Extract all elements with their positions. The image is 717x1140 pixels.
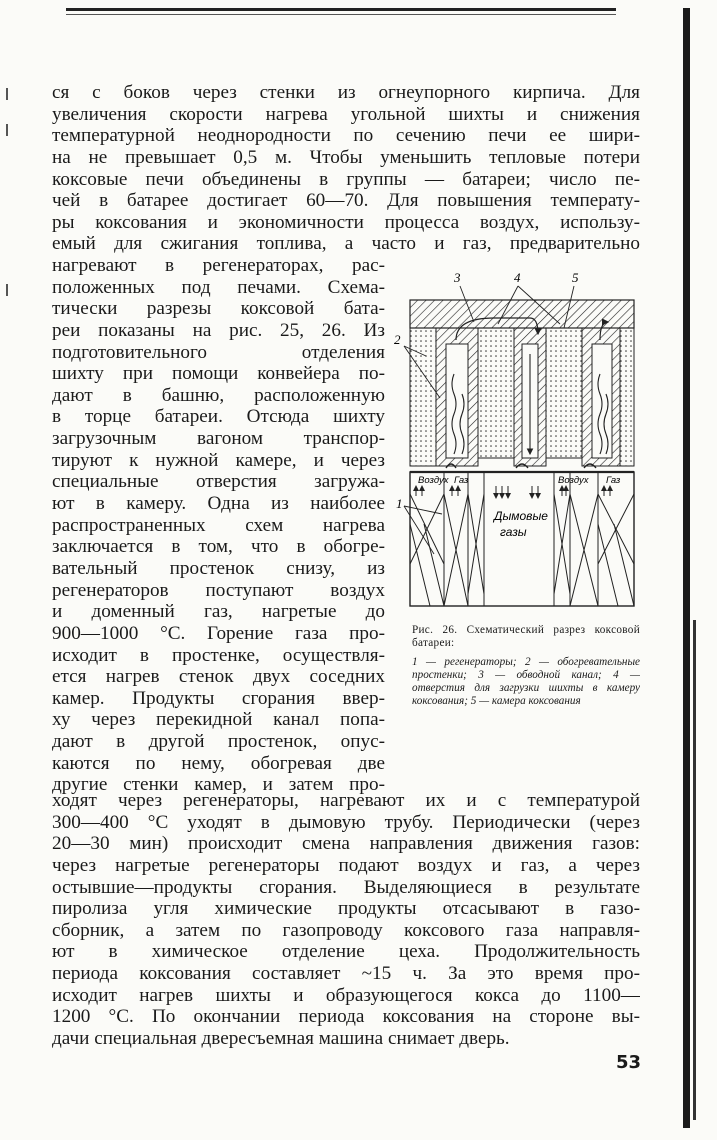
figure-caption (412, 624, 640, 708)
air-label-left: Воздух (418, 475, 449, 486)
text-line: распространенных схем нагрева (52, 514, 385, 536)
text-line: 20—30 мин) происходит смена направления движения газов: (52, 833, 640, 855)
text-line: тически разрезы коксовой бата- (52, 298, 385, 320)
paragraph-bottom (52, 790, 640, 1050)
gas-label-right: Газ (606, 475, 621, 486)
coke-battery-diagram (394, 264, 638, 616)
text-line: заключается в том, что в обогре- (52, 536, 385, 558)
text-line: и доменный газ, нагретые до (52, 601, 385, 623)
flue-gas-label-2: газы (500, 525, 527, 539)
page-edge-shadow-inner (693, 620, 696, 1120)
chamber-edge (620, 328, 634, 466)
text-line: коксовые печи объединены в группы — батареи; число пе- (52, 168, 640, 190)
text-line: ют в камеру. Одна из наиболее (52, 493, 385, 515)
label-4: 4 (514, 270, 521, 285)
page-edge-shadow (683, 8, 690, 1128)
chamber-left (410, 328, 436, 466)
text-line: подготовительного отделения (52, 341, 385, 363)
text-line: 1200 °С. По окончании периода коксования на стороне вы- (52, 1006, 640, 1028)
text-line: ется нагрев стенок двух соседних (52, 666, 385, 688)
top-rule (66, 8, 616, 11)
text-line: ют в химическое отделение цеха. Продолжительность (52, 941, 640, 963)
text-line: через нагретые регенераторы подают воздух и газ, а через (52, 854, 640, 876)
text-line: в торце батареи. Отсюда шихту (52, 406, 385, 428)
text-line: 900—1000 °С. Горение газа про- (52, 622, 385, 644)
page-number: 53 (616, 1052, 642, 1073)
text-line: реи показаны на рис. 25, 26. Из (52, 319, 385, 341)
text-line: загрузочным вагоном транспор- (52, 428, 385, 450)
text-line: регенераторов поступают воздух (52, 579, 385, 601)
chamber-middle (478, 328, 514, 458)
text-line: 300—400 °С уходят в дымовую трубу. Периодически (через (52, 811, 640, 833)
top-rule-thin (66, 14, 616, 15)
text-line: другие стенки камер, и затем про- (52, 774, 385, 796)
flow-arrows (416, 486, 610, 498)
text-line: на не превышает 0,5 м. Чтобы уменьшить тепловые потери (52, 146, 640, 168)
text-line: тируют к нужной камере, и через (52, 449, 385, 471)
text-line: дают в другой простенок, опус- (52, 731, 385, 753)
flue-gas-label-1: Дымовые (494, 509, 548, 523)
margin-mark (6, 124, 8, 136)
chamber-right (546, 328, 582, 458)
text-line: ся с боков через стенки из огнеупорного кирпича. Для (52, 82, 640, 103)
text-line: чей в батарее достигает 60—70. Для повышения температу- (52, 190, 640, 212)
text-line: дачи специальная двересъемная машина снимает дверь. (52, 1028, 510, 1050)
text-line: ры коксования и экономичности процесса воздух, использу- (52, 211, 640, 233)
air-label-right: Воздух (558, 475, 589, 486)
text-line: специальные отверстия загружа- (52, 471, 385, 493)
text-line: ходят через регенераторы, нагревают их и с температурой (52, 790, 640, 811)
gas-label-left: Газ (454, 475, 469, 486)
text-line: дают в башню, расположенную (52, 384, 385, 406)
label-1: 1 (396, 496, 403, 511)
text-line: положенных под печами. Схема- (52, 276, 385, 298)
text-line: увеличения скорости нагрева угольной шихты и снижения (52, 103, 640, 125)
margin-mark (6, 284, 8, 296)
text-line: остывшие—продукты сгорания. Выделяющиеся в результате (52, 876, 640, 898)
text-line: нагревают в регенераторах, рас- (52, 255, 385, 276)
flue-channel (446, 344, 468, 458)
text-line: вательный простенок снизу, из (52, 557, 385, 579)
label-5: 5 (572, 270, 579, 285)
text-line: температурной неоднородности по сечению печи ее шири- (52, 125, 640, 147)
text-line: сборник, а затем по газопроводу коксового газа направля- (52, 919, 640, 941)
paragraph-top (52, 82, 640, 255)
text-line: шихту при помощи конвейера по- (52, 363, 385, 385)
text-line: пиролиза угля химические продукты отсасывают в газо- (52, 898, 640, 920)
margin-mark (6, 88, 8, 100)
caption-legend: 1 — регенераторы; 2 — обогревательные простенки; 3 — обводной канал; 4 — отверстия для загрузки шихты в камеру коксования; 5 — камера коксования (412, 656, 640, 707)
text-line: камер. Продукты сгорания ввер- (52, 687, 385, 709)
text-line: исходит нагрев шихты и образующегося кокса до 1100— (52, 984, 640, 1006)
text-line: ху через перекидной канал попа- (52, 709, 385, 731)
label-2: 2 (394, 332, 401, 347)
text-line: исходит в простенке, осуществля- (52, 644, 385, 666)
text-line: периода коксования составляет ~15 ч. За это время про- (52, 963, 640, 985)
text-line: емый для сжигания топлива, а часто и газ, предварительно (52, 233, 640, 255)
caption-title: Рис. 26. Схематический разрез коксовой батареи: (412, 624, 640, 649)
text-line: каются по нему, обогревая две (52, 752, 385, 774)
roof-hatch (410, 300, 634, 328)
label-3: 3 (454, 270, 461, 285)
